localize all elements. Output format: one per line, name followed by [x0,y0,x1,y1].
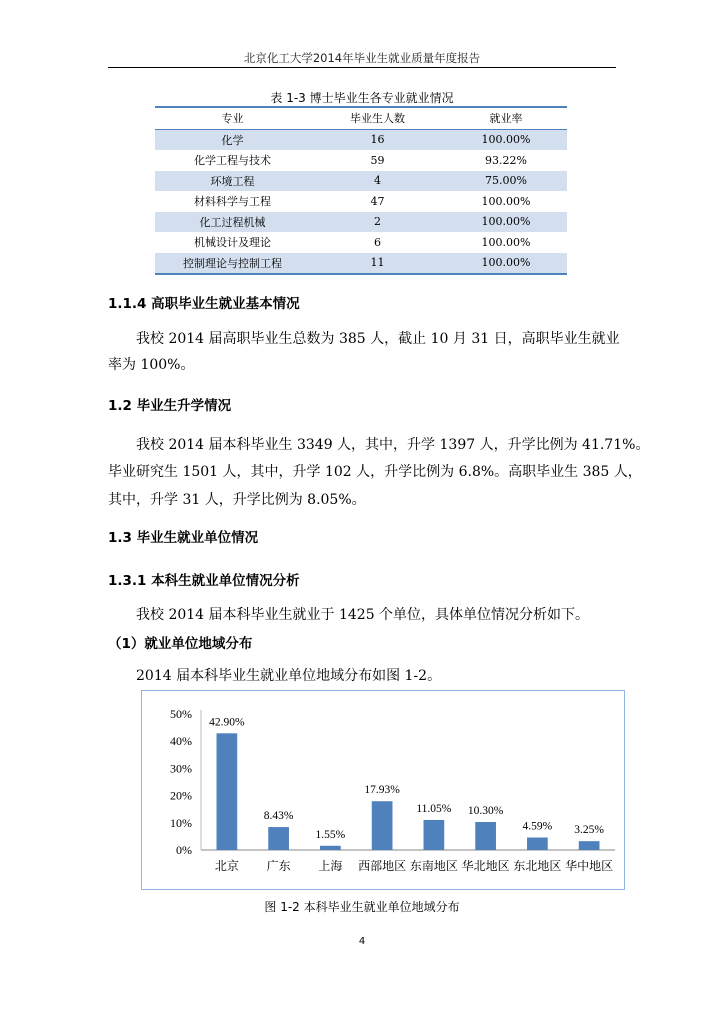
s12-line1: 我校 2014 届本科毕业生 3349 人，其中，升学 1397 人，升学比例为 41.71%。 [136,437,650,453]
y-tick-label: 0% [176,843,192,857]
table-header-row [155,107,567,129]
cell-graduates: 47 [370,194,385,208]
x-category-label: 北京 [214,859,239,873]
y-tick-label: 30% [170,761,192,776]
cell-rate: 75.00% [485,174,527,188]
y-tick-label: 20% [170,788,192,803]
table-row [155,150,567,171]
x-category-label: 东南地区 [409,859,458,873]
bar-value-label: 10.30% [467,804,504,817]
figure-caption: 图 1-2 本科毕业生就业单位地域分布 [264,900,460,914]
cell-major: 材料科学与工程 [194,195,271,209]
cell-rate: 100.00% [481,215,531,229]
col-header-rate: 就业率 [489,112,523,126]
cell-major: 化工过程机械 [199,215,266,229]
cell-graduates: 2 [374,215,381,229]
cell-major: 化学 [221,133,244,147]
section-1-3-1-title: 1.3.1 本科生就业单位情况分析 [108,573,300,589]
s114-line1: 我校 2014 届高职毕业生总数为 385 人，截止 10 月 31 日，高职毕业生就业 [136,331,620,347]
cell-rate: 93.22% [485,153,527,167]
s131-line1: 我校 2014 届本科毕业生就业于 1425 个单位，具体单位情况分析如下。 [136,607,590,623]
bar [268,827,289,850]
y-tick-label: 10% [170,815,192,830]
table-row [155,232,567,253]
s12-line3: 其中，升学 31 人，升学比例为 8.05%。 [108,492,366,508]
section-1-3-title: 1.3 毕业生就业单位情况 [108,530,259,546]
s12-line2: 毕业研究生 1501 人，其中，升学 102 人，升学比例为 6.8%。高职毕业生 385 人， [108,464,642,480]
bar [579,841,600,850]
cell-graduates: 6 [374,235,381,249]
table-row [155,191,567,212]
bar-value-label: 1.55% [315,828,346,841]
bar-value-label: 8.43% [263,810,294,823]
cell-rate: 100.00% [481,194,531,208]
bar [372,801,393,850]
x-category-label: 西部地区 [358,859,407,873]
subsection-1-title: （1）就业单位地域分布 [108,636,253,652]
table-row [155,129,567,150]
cell-graduates: 4 [374,174,381,188]
bar [424,820,445,850]
table-row [155,212,567,233]
page-header-title: 北京化工大学2014年毕业生就业质量年度报告 [243,51,481,65]
bar [527,838,548,850]
s114-line2: 率为 100%。 [108,357,195,373]
cell-graduates: 59 [370,153,385,167]
cell-major: 机械设计及理论 [194,236,271,250]
table-caption: 表 1-3 博士毕业生各专业就业情况 [270,91,454,105]
bar-value-label: 42.90% [209,716,245,729]
cell-major: 环境工程 [210,174,255,188]
col-header-graduates: 毕业生人数 [350,112,405,126]
table-row [155,253,567,275]
x-category-label: 华中地区 [565,859,614,873]
cell-rate: 100.00% [481,235,531,249]
col-header-major: 专业 [221,112,244,126]
bar [475,822,496,850]
x-category-label: 华北地区 [461,859,510,873]
section-1-2-title: 1.2 毕业生升学情况 [108,398,232,414]
bar-value-label: 4.59% [522,820,553,833]
x-category-label: 上海 [318,859,343,873]
bar-value-label: 3.25% [574,824,604,837]
header-rule [108,67,616,68]
major-employment-table [155,106,567,275]
sub1-line1: 2014 届本科毕业生就业单位地域分布如图 1-2。 [136,668,442,684]
page-number: 4 [358,936,366,947]
bar [217,733,238,850]
bar [320,846,341,850]
region-distribution-chart [141,690,625,890]
cell-major: 化学工程与技术 [194,154,271,168]
bar-value-label: 17.93% [364,784,400,797]
cell-major: 控制理论与控制工程 [183,256,282,270]
cell-rate: 100.00% [481,256,531,270]
cell-graduates: 16 [370,133,385,147]
cell-graduates: 11 [370,256,385,270]
bar-value-label: 11.05% [416,802,452,815]
table-row [155,171,567,192]
section-1-1-4-title: 1.1.4 高职毕业生就业基本情况 [108,296,300,312]
x-category-label: 广东 [266,859,291,873]
y-tick-label: 50% [170,707,192,721]
y-tick-label: 40% [170,734,192,749]
x-category-label: 东北地区 [513,859,562,873]
cell-rate: 100.00% [481,133,531,147]
